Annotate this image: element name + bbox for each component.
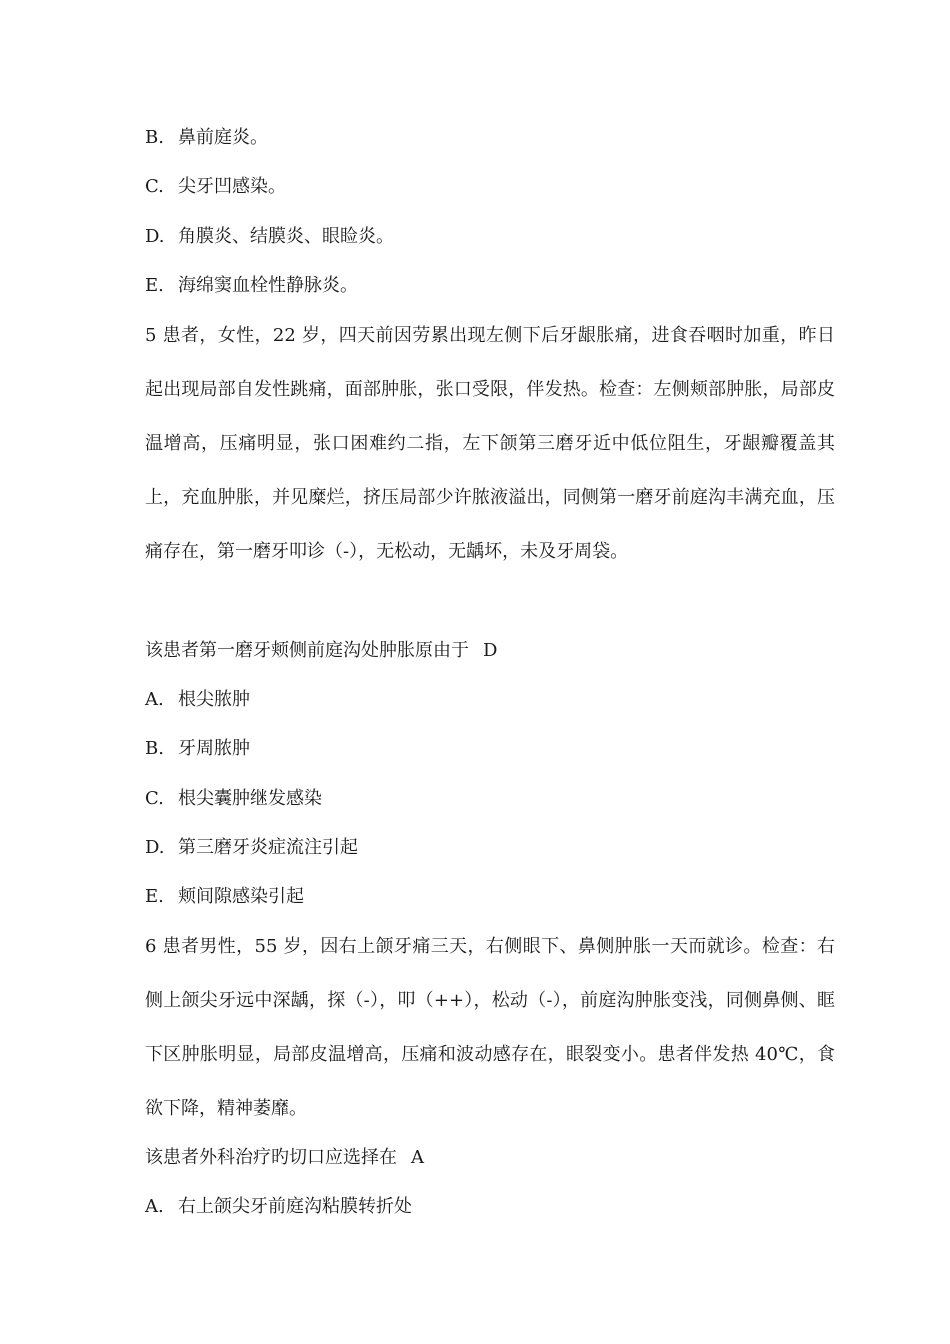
q5-option-d [145,836,358,860]
q5-stem: 5 患者，女性，22 岁，四天前因劳累出现左侧下后牙龈胀痛，进食吞咽时加重，昨日起出现局部自发性跳痛，面部肿胀，张口受限，伴发热。检查：左侧颊部肿胀，局部皮温增高，压痛明显，张口困难约二指，左下颌第三磨牙近中低位阻生，牙龈瓣覆盖其上，充血肿胀，并见糜烂，挤压局部少许脓液溢出，同侧第一磨牙前庭沟丰满充血，压痛存在，第一磨牙叩诊（-），无松动，无龋坏，未及牙周袋。 [145,325,835,562]
option-text: 尖牙凹感染。 [178,176,286,197]
option-text: 牙周脓肿 [178,738,250,759]
q4-option-c [145,175,286,199]
q4-option-e [145,274,358,298]
option-text: 根尖脓肿 [178,689,250,710]
option-text: 鼻前庭炎。 [178,127,268,148]
q6-stem: 6 患者男性，55 岁，因右上颌牙痛三天，右侧眼下、鼻侧肿胀一天而就诊。检查：右侧上颌尖牙远中深龋，探（-），叩（++），松动（-），前庭沟肿胀变浅，同侧鼻侧、眶下区肿胀明显，局部皮温增高，压痛和波动感存在，眼裂变小。患者伴发热 40℃，食欲下降，精神萎靡。 [145,936,835,1119]
option-text: 海绵窦血栓性静脉炎。 [178,275,358,296]
option-text: 根尖囊肿继发感染 [178,788,322,809]
option-letter: D. [145,837,165,858]
option-letter: D. [145,226,165,247]
option-letter: C. [145,176,164,197]
question-text: 该患者外科治疗旳切口应选择在 [145,1147,397,1168]
answer-key: A [411,1147,424,1168]
option-letter: C. [145,788,164,809]
answer-key: D [483,640,498,661]
option-letter: A. [145,689,164,710]
option-text: 角膜炎、结膜炎、眼睑炎。 [178,226,394,247]
option-letter: B. [145,127,164,148]
q5-option-c [145,787,322,811]
q5-option-b [145,737,250,761]
option-letter: E. [145,886,164,907]
option-letter: E. [145,275,164,296]
option-text: 右上颌尖牙前庭沟粘膜转折处 [178,1196,412,1217]
q5-option-a [145,688,250,712]
option-text: 颊间隙感染引起 [178,886,304,907]
q5-question [145,639,497,663]
option-letter: A. [145,1196,164,1217]
q5-option-e [145,885,304,909]
option-text: 第三磨牙炎症流注引起 [178,837,358,858]
option-letter: B. [145,738,164,759]
question-text: 该患者第一磨牙颊侧前庭沟处肿胀原由于 [145,640,469,661]
q6-option-a [145,1195,412,1219]
q4-option-b [145,126,268,150]
q4-option-d [145,225,394,249]
q6-question [145,1146,424,1170]
